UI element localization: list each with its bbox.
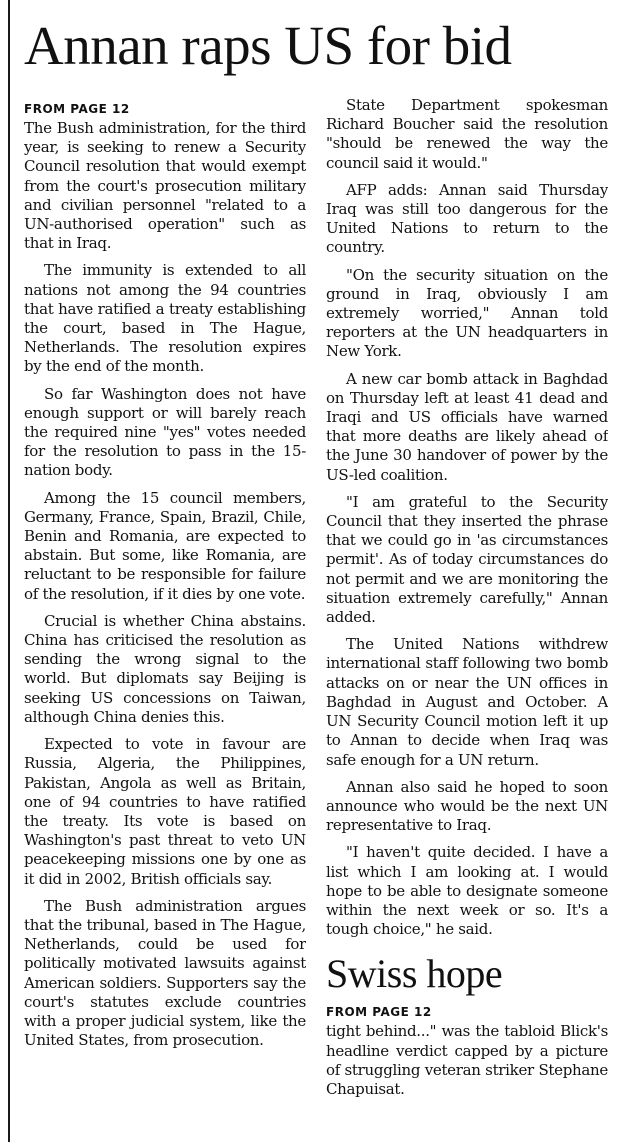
article-paragraph: Annan also said he hoped to soon announce who would be the next UN representative to Iraq. xyxy=(326,777,608,835)
article-column-left xyxy=(24,96,306,1142)
article-paragraph: The United Nations withdrew international staff following two bomb attacks on or near the UN offices in Baghdad in August and October. A UN Security Council motion left it up to Annan to decide when Iraq was safe enough for a UN return. xyxy=(326,635,608,769)
article-paragraph: Crucial is whether China abstains. China has criticised the resolution as sending the wrong signal to the world. But diplomats say Beijing is seeking US concessions on Taiwan, although China denies this. xyxy=(24,611,306,726)
article-paragraph: Among the 15 council members, Germany, France, Spain, Brazil, Chile, Benin and Romania, are expected to abstain. But some, like Romania, are reluctant to be responsible for failure of the resolution, if it dies by one vote. xyxy=(24,488,306,603)
article-paragraph: "On the security situation on the ground in Iraq, obviously I am extremely worried," Annan told reporters at the UN headquarters in New York. xyxy=(326,265,608,361)
article-paragraph: AFP adds: Annan said Thursday Iraq was still too dangerous for the United Nations to return to the country. xyxy=(326,180,608,257)
column-rule xyxy=(8,0,10,1142)
article-column-right xyxy=(326,96,608,1142)
page-headline: Annan raps US for bid xyxy=(24,15,512,76)
article-paragraph: So far Washington does not have enough support or will barely reach the required nine "yes" votes needed for the resolution to pass in the 15-nation body. xyxy=(24,384,306,480)
second-story-paragraph: tight behind..." was the tabloid Blick's headline verdict capped by a picture of struggling veteran striker Stephane Chapuisat. xyxy=(326,1022,608,1098)
second-story-headline: Swiss hope xyxy=(326,951,503,997)
article-paragraph: The immunity is extended to all nations not among the 94 countries that have ratified a treaty establishing the court, based in The Hague, Netherlands. The resolution expires by the end of the month. xyxy=(24,261,306,376)
article-paragraph: The Bush administration argues that the tribunal, based in The Hague, Netherlands, could be used for politically motivated lawsuits against American soldiers. Supporters say the court's statutes exclude countries with a proper judicial system, like the United States, from prosecution. xyxy=(24,896,306,1050)
article-paragraph: A new car bomb attack in Baghdad on Thursday left at least 41 dead and Iraqi and US officials have warned that more deaths are likely ahead of the June 30 handover of power by the US-led coalition. xyxy=(326,369,608,484)
article-paragraph: "I haven't quite decided. I have a list which I am looking at. I would hope to be able to designate someone within the next week or so. It's a tough choice," he said. xyxy=(326,843,608,939)
kicker: FROM PAGE 12 xyxy=(24,102,130,116)
article-paragraph: State Department spokesman Richard Boucher said the resolution "should be renewed the way the council said it would." xyxy=(326,96,608,172)
article-paragraph: "I am grateful to the Security Council that they inserted the phrase that we could go in 'as circumstances permit'. As of today circumstances do not permit and we are monitoring the situation extremely carefully," Annan added. xyxy=(326,492,608,627)
article-paragraph: Expected to vote in favour are Russia, Algeria, the Philippines, Pakistan, Angola as well as Britain, one of 94 countries to have ratified the treaty. Its vote is based on Washington's past threat to veto UN peacekeeping missions one by one as it did in 2002, British officials say. xyxy=(24,735,306,888)
second-story-kicker: FROM PAGE 12 xyxy=(326,1005,432,1020)
article-paragraph: The Bush administration, for the third year, is seeking to renew a Security Council resolution that would exempt from the court's prosecution military and civilian personnel "related to a UN-authorised operation" such as that in Iraq. xyxy=(24,119,306,253)
